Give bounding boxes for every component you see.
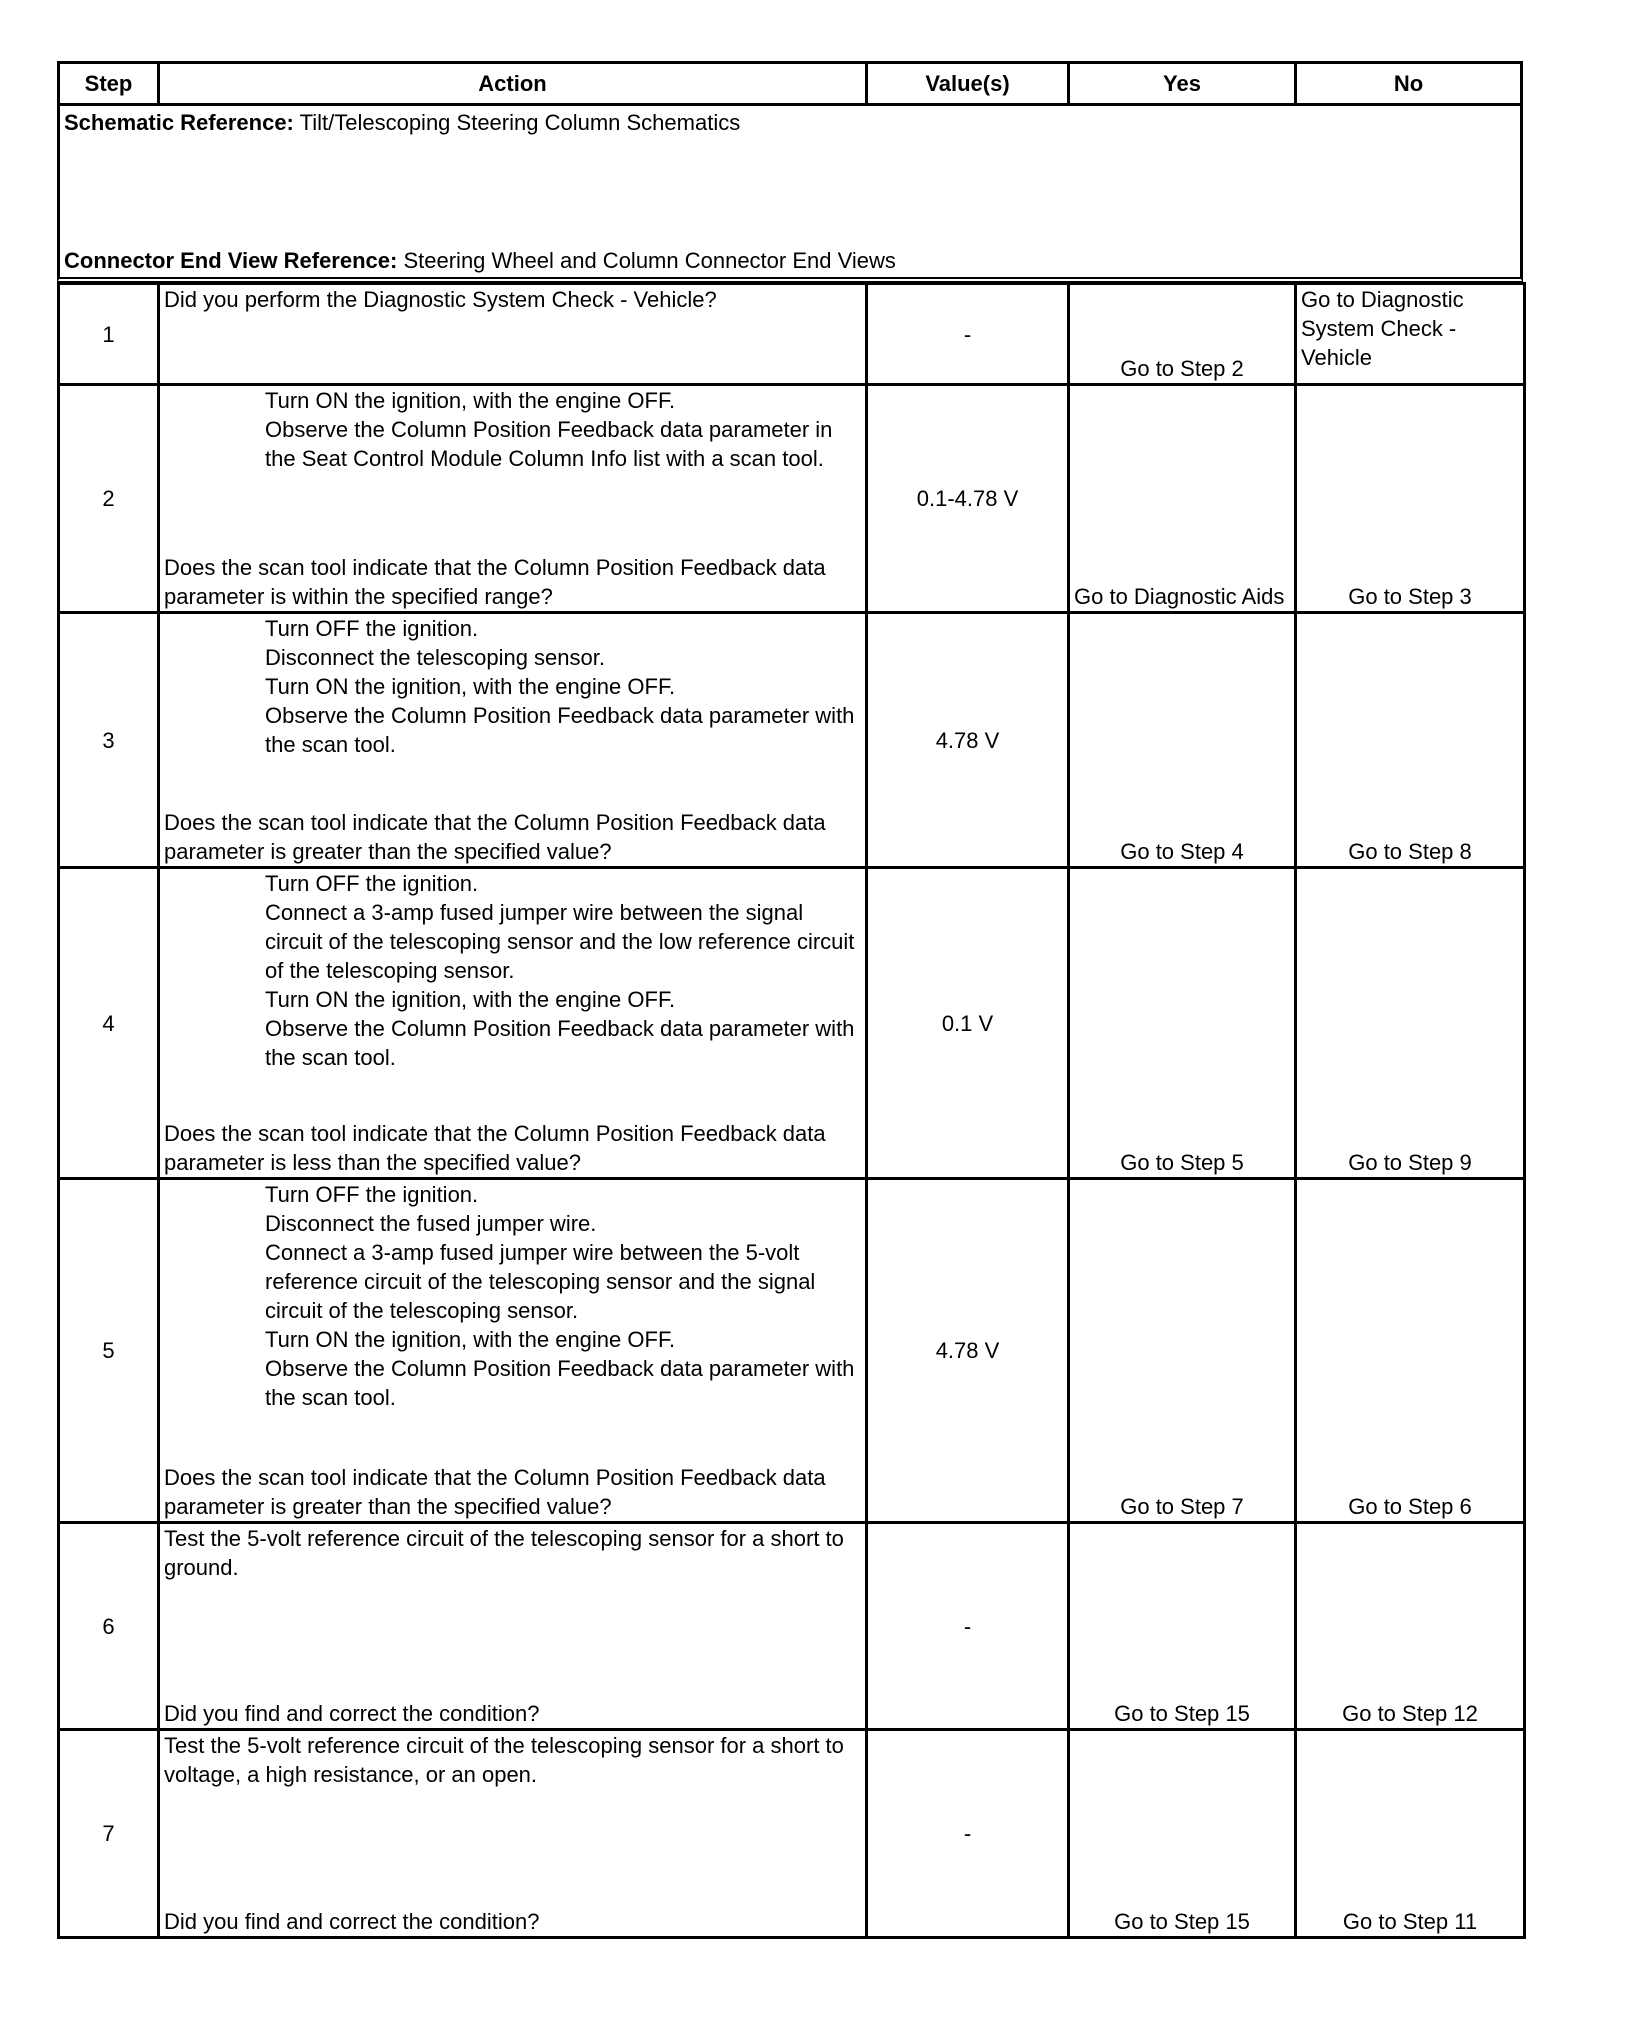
action-question: Does the scan tool indicate that the Column Position Feedback data parameter is greater than the specified value? [164, 1465, 826, 1519]
value-cell: - [865, 1521, 1070, 1731]
no-goto-link[interactable]: Go to Step 8 [1294, 611, 1526, 869]
action-instruction: Disconnect the fused jumper wire. [265, 1211, 597, 1236]
action-lead: Test the 5-volt reference circuit of the telescoping sensor for a short to ground. [164, 1526, 844, 1580]
action-instruction: Turn ON the ignition, with the engine OFF. [265, 1327, 676, 1352]
header-no: No [1294, 61, 1523, 106]
action-cell [157, 1177, 868, 1524]
yes-goto-link[interactable]: Go to Diagnostic Aids [1067, 383, 1297, 614]
header-values: Value(s) [865, 61, 1070, 106]
value-cell: - [865, 1728, 1070, 1939]
yes-goto-link[interactable]: Go to Step 15 [1067, 1728, 1297, 1939]
value-cell: 0.1-4.78 V [865, 383, 1070, 614]
action-question: Does the scan tool indicate that the Column Position Feedback data parameter is greater than the specified value? [164, 810, 826, 864]
action-top [164, 386, 861, 473]
action-cell [157, 282, 868, 386]
header-step: Step [57, 61, 160, 106]
step-number: 4 [57, 866, 160, 1180]
no-goto-link[interactable]: Go to Step 9 [1294, 866, 1526, 1180]
connector-reference-label: Connector End View Reference: [64, 248, 398, 273]
action-cell [157, 383, 868, 614]
action-instruction: Turn ON the ignition, with the engine OFF. [265, 388, 676, 413]
action-cell [157, 611, 868, 869]
action-top [164, 869, 861, 1072]
schematic-reference-label: Schematic Reference: [64, 110, 294, 135]
yes-goto-link[interactable]: Go to Step 5 [1067, 866, 1297, 1180]
value-cell: 4.78 V [865, 611, 1070, 869]
action-question: Did you perform the Diagnostic System Check - Vehicle? [164, 287, 717, 312]
action-top [164, 614, 861, 759]
step-number: 2 [57, 383, 160, 614]
header-action: Action [157, 61, 868, 106]
action-cell [157, 866, 868, 1180]
no-goto-link[interactable]: Go to Step 12 [1294, 1521, 1526, 1731]
reference-block [57, 103, 1523, 283]
no-goto-link[interactable]: Go to Step 11 [1294, 1728, 1526, 1939]
action-cell [157, 1728, 868, 1939]
schematic-reference [64, 108, 1516, 137]
action-question: Did you find and correct the condition? [164, 1909, 540, 1934]
action-top [164, 1180, 861, 1412]
no-goto-link[interactable]: Go to Step 3 [1294, 383, 1526, 614]
step-number: 1 [57, 282, 160, 386]
action-instruction: Disconnect the telescoping sensor. [265, 645, 605, 670]
step-number: 6 [57, 1521, 160, 1731]
action-instruction: Observe the Column Position Feedback data parameter in the Seat Control Module Column Info list with a scan tool. [265, 417, 833, 471]
action-instruction: Turn OFF the ignition. [265, 871, 479, 896]
yes-goto-link[interactable]: Go to Step 7 [1067, 1177, 1297, 1524]
action-instruction: Connect a 3-amp fused jumper wire between the signal circuit of the telescoping sensor and the low reference circuit of the telescoping sensor. [265, 900, 855, 983]
action-cell [157, 1521, 868, 1731]
yes-goto-link[interactable]: Go to Step 2 [1067, 282, 1297, 386]
value-cell: 4.78 V [865, 1177, 1070, 1524]
action-top [164, 1731, 861, 1789]
no-goto-link[interactable]: Go to Step 6 [1294, 1177, 1526, 1524]
step-number: 7 [57, 1728, 160, 1939]
action-instruction: Observe the Column Position Feedback data parameter with the scan tool. [265, 703, 855, 757]
yes-goto-link[interactable]: Go to Step 4 [1067, 611, 1297, 869]
action-instruction: Turn ON the ignition, with the engine OFF. [265, 987, 676, 1012]
action-lead: Test the 5-volt reference circuit of the telescoping sensor for a short to voltage, a high resistance, or an open. [164, 1733, 844, 1787]
no-goto-link[interactable]: Go to Diagnostic System Check - Vehicle [1294, 282, 1526, 386]
action-instruction: Turn ON the ignition, with the engine OFF. [265, 674, 676, 699]
connector-reference-link[interactable]: Steering Wheel and Column Connector End Views [403, 248, 896, 273]
action-question: Did you find and correct the condition? [164, 1701, 540, 1726]
step-number: 5 [57, 1177, 160, 1524]
action-instruction: Turn OFF the ignition. [265, 616, 479, 641]
action-top [164, 285, 861, 314]
value-cell: - [865, 282, 1070, 386]
action-instruction: Connect a 3-amp fused jumper wire between the 5-volt reference circuit of the telescoping sensor and the signal circuit of the telescoping sensor. [265, 1240, 816, 1323]
action-instruction: Observe the Column Position Feedback data parameter with the scan tool. [265, 1356, 855, 1410]
action-question: Does the scan tool indicate that the Column Position Feedback data parameter is less than the specified value? [164, 1121, 826, 1175]
step-number: 3 [57, 611, 160, 869]
connector-reference [64, 246, 896, 275]
action-instruction: Observe the Column Position Feedback data parameter with the scan tool. [265, 1016, 855, 1070]
yes-goto-link[interactable]: Go to Step 15 [1067, 1521, 1297, 1731]
schematic-reference-link[interactable]: Tilt/Telescoping Steering Column Schematics [299, 110, 741, 135]
action-top [164, 1524, 861, 1582]
value-cell: 0.1 V [865, 866, 1070, 1180]
header-yes: Yes [1067, 61, 1297, 106]
action-question: Does the scan tool indicate that the Column Position Feedback data parameter is within the specified range? [164, 555, 826, 609]
action-instruction: Turn OFF the ignition. [265, 1182, 479, 1207]
